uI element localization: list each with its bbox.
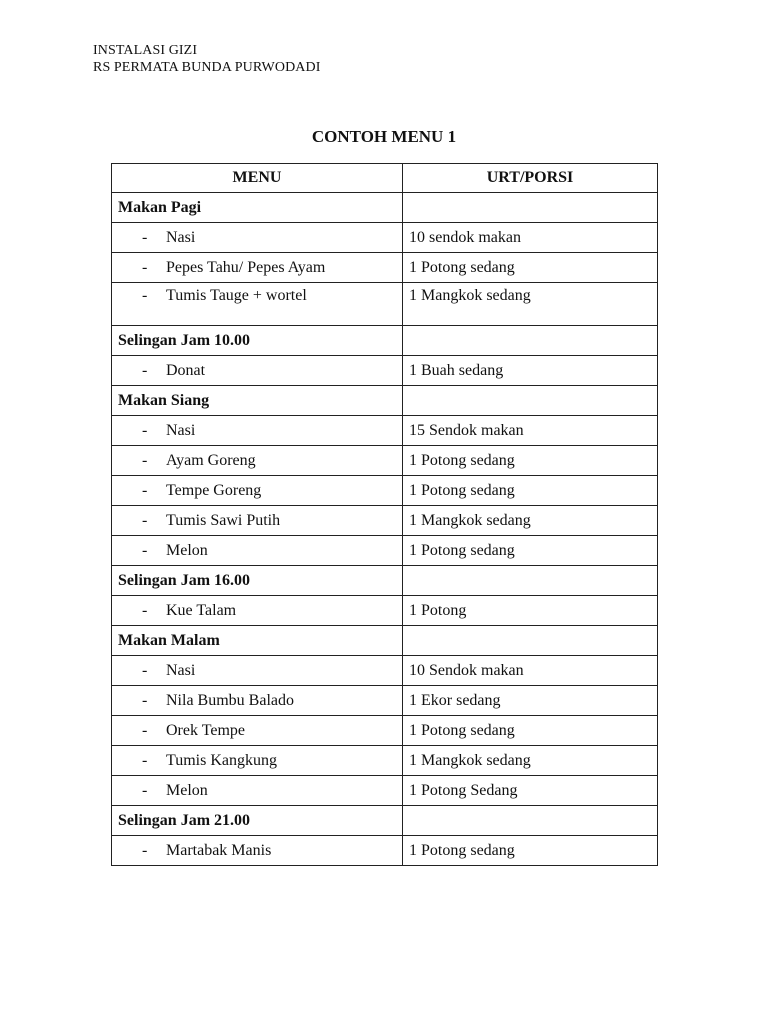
menu-item-name: Nasi [166,661,196,679]
menu-item-cell [112,836,403,866]
menu-item-row [112,446,658,476]
menu-item-portion-cell [403,283,658,326]
bullet-dash: - [142,511,148,529]
menu-item-portion: 1 Mangkok sedang [409,287,531,304]
menu-item-row [112,223,658,253]
section-portion-empty [403,626,658,656]
bullet-dash: - [142,541,148,559]
menu-item-name: Melon [166,541,208,559]
menu-item-portion-cell [403,536,658,566]
menu-item-cell [112,476,403,506]
bullet-dash: - [142,841,148,859]
menu-item-name: Nila Bumbu Balado [166,691,294,709]
document-header [93,42,320,76]
menu-item-portion-cell [403,596,658,626]
menu-item-name: Kue Talam [166,601,237,619]
menu-item-portion-cell [403,716,658,746]
menu-item-cell [112,253,403,283]
menu-item-portion: 1 Buah sedang [409,361,504,379]
bullet-dash: - [142,361,148,379]
menu-item-portion-cell [403,656,658,686]
menu-item-name: Tumis Sawi Putih [166,511,281,529]
section-portion-empty [403,566,658,596]
section-portion-empty [403,193,658,223]
bullet-dash: - [142,721,148,739]
menu-item-name: Ayam Goreng [166,451,256,469]
menu-item-cell [112,506,403,536]
menu-item-cell [112,776,403,806]
menu-item-portion-cell [403,686,658,716]
menu-item-portion: 1 Mangkok sedang [409,511,531,529]
section-name: Makan Malam [112,626,403,656]
menu-item-row [112,746,658,776]
menu-item-name: Pepes Tahu/ Pepes Ayam [166,258,326,276]
section-row [112,806,658,836]
menu-item-portion: 1 Potong sedang [409,721,515,739]
section-portion-empty [403,386,658,416]
menu-item-name: Melon [166,781,208,799]
section-name: Makan Siang [112,386,403,416]
bullet-dash: - [142,781,148,799]
menu-item-name: Tumis Kangkung [166,751,277,769]
menu-item-cell [112,283,403,326]
menu-item-portion-cell [403,253,658,283]
menu-item-portion-cell [403,476,658,506]
menu-item-portion-cell [403,836,658,866]
menu-item-portion: 1 Potong [409,601,467,619]
menu-item-name: Tumis Tauge + wortel [166,287,307,304]
section-row [112,566,658,596]
menu-item-portion: 1 Mangkok sedang [409,751,531,769]
menu-item-row [112,596,658,626]
section-row [112,326,658,356]
bullet-dash: - [142,451,148,469]
document-title: CONTOH MENU 1 [311,127,457,146]
section-name: Makan Pagi [112,193,403,223]
menu-item-row [112,476,658,506]
menu-item-row [112,253,658,283]
bullet-dash: - [142,751,148,769]
bullet-dash: - [142,481,148,499]
bullet-dash: - [142,661,148,679]
column-header-menu: MENU [112,164,403,193]
menu-item-portion-cell [403,776,658,806]
section-name: Selingan Jam 10.00 [112,326,403,356]
menu-item-portion: 1 Potong sedang [409,841,515,859]
menu-item-portion: 10 Sendok makan [409,661,524,679]
menu-item-row [112,416,658,446]
menu-item-row [112,536,658,566]
menu-item-portion: 10 sendok makan [409,228,521,246]
bullet-dash: - [142,258,148,276]
menu-item-cell [112,416,403,446]
menu-item-portion-cell [403,223,658,253]
menu-item-name: Martabak Manis [166,841,272,859]
bullet-dash: - [142,691,148,709]
menu-item-name: Nasi [166,228,196,246]
menu-item-row [112,506,658,536]
section-row [112,626,658,656]
menu-item-cell [112,716,403,746]
menu-item-row [112,776,658,806]
menu-item-portion: 1 Potong sedang [409,258,515,276]
menu-item-portion: 1 Potong sedang [409,541,515,559]
header-line-institution: INSTALASI GIZI [93,43,198,58]
menu-item-portion-cell [403,416,658,446]
menu-item-portion: 1 Potong sedang [409,481,515,499]
menu-item-cell [112,356,403,386]
menu-item-row [112,686,658,716]
section-portion-empty [403,806,658,836]
menu-item-portion-cell [403,506,658,536]
menu-item-portion: 15 Sendok makan [409,421,524,439]
menu-item-name: Nasi [166,421,196,439]
menu-table-body [112,193,658,866]
menu-item-portion-cell [403,356,658,386]
menu-item-name: Donat [166,361,206,379]
bullet-dash: - [142,421,148,439]
bullet-dash: - [142,228,148,246]
menu-item-cell [112,686,403,716]
menu-item-portion: 1 Potong sedang [409,451,515,469]
menu-item-portion-cell [403,446,658,476]
menu-item-row [112,836,658,866]
header-line-hospital: RS PERMATA BUNDA PURWODADI [93,60,321,75]
menu-item-portion: 1 Potong Sedang [409,781,518,799]
menu-item-cell [112,656,403,686]
section-name: Selingan Jam 21.00 [112,806,403,836]
table-header-row [112,164,658,193]
section-name: Selingan Jam 16.00 [112,566,403,596]
menu-item-cell [112,596,403,626]
menu-item-name: Tempe Goreng [166,481,262,499]
menu-item-cell [112,446,403,476]
menu-item-row [112,656,658,686]
section-row [112,386,658,416]
bullet-dash: - [142,601,148,619]
section-row [112,193,658,223]
section-portion-empty [403,326,658,356]
menu-item-row [112,356,658,386]
menu-item-cell [112,746,403,776]
menu-item-row [112,716,658,746]
menu-item-row [112,283,658,326]
menu-item-portion: 1 Ekor sedang [409,691,501,709]
menu-item-name: Orek Tempe [166,721,245,739]
bullet-dash: - [142,287,148,304]
menu-table [111,163,658,866]
column-header-portion: URT/PORSI [403,164,658,193]
menu-item-cell [112,223,403,253]
menu-item-portion-cell [403,746,658,776]
menu-item-cell [112,536,403,566]
